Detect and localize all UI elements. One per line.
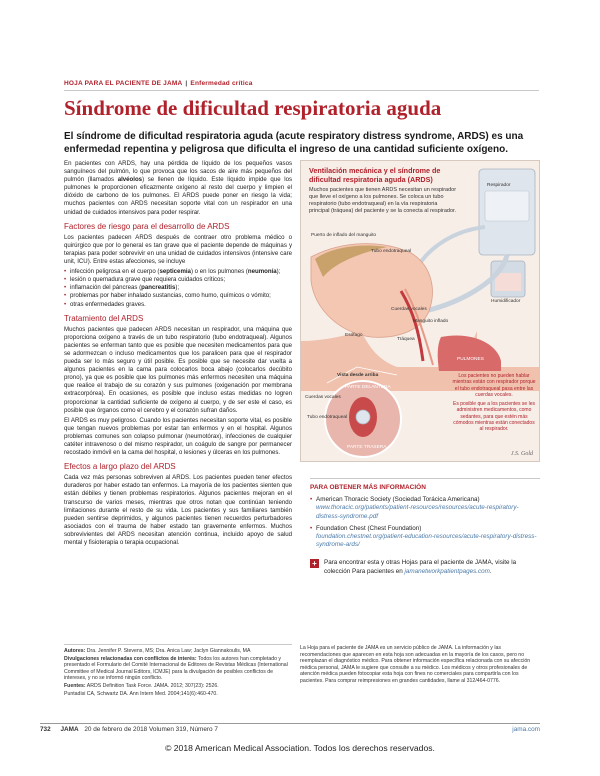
figure-title: Ventilación mecánica y el síndrome de dificultad respiratoria aguda (ARDS) bbox=[309, 166, 441, 184]
footer-rule bbox=[40, 723, 540, 724]
conflicts-line: Divulgaciones relacionadas con conflictos de interés: Todos los autores han completado y presentado el Formulario del Comité Internacional de Editores de Revistas Médicas (International Committee of Medical Journal Editors, ICMJE) para la divulgación de posibles conflictos de intereses, y no se informó ningún conflicto. bbox=[64, 655, 288, 682]
risk-list bbox=[64, 268, 292, 308]
page-footer bbox=[40, 726, 540, 733]
resources-box bbox=[310, 478, 540, 576]
journal-name: JAMA bbox=[60, 726, 79, 733]
page-title: Síndrome de dificultad respiratoria aguda bbox=[64, 96, 442, 120]
effects-paragraph: Cada vez más personas sobreviven al ARDS. Los pacientes pueden tener efectos duraderos por haber estado tan enfermos. La mayoría de los pacientes sienten que están débiles y tienen problemas respiratorios. Algunos pacientes mejoran en el transcurso de varios meses, mientras que otros notan que continúan teniendo limitaciones durante el resto de su vida. Los pacientes y sus familiares también pueden sentirse deprimidos, y algunos pacientes tienen recuerdos perturbadores asociados con el trauma de haber estado tan gravemente enfermos. Muchos sobrevivientes del ARDS necesitan atención continua, incluido apoyo de salud mental y fisioterapia o terapia ocupacional. bbox=[64, 474, 292, 547]
list-item: • infección peligrosa en el cuerpo (septicemia) o en los pulmones (neumonía); bbox=[64, 268, 292, 276]
risk-paragraph: Los pacientes padecen ARDS después de contraer otro problema médico o quirúrgico que por lo general es tan grave que el paciente depende de máquinas y terapias para poder sobrevivir en una unidad de cuidados intensivos (intensive care unit, ICU). Entre estas afecciones, se incluye bbox=[64, 233, 292, 266]
resource-name: • Foundation Chest (Chest Foundation) bbox=[316, 524, 422, 532]
plus-icon: + bbox=[310, 559, 319, 568]
intro-paragraph: En pacientes con ARDS, hay una pérdida de líquido de los pequeños vasos sanguíneos del pulmón, lo que provoca que los sacos de aire más pequeños del pulmón (llamados alvéolos) se llenen de líquido. Este líquido impide que los pulmones le proporcionen eficazmente oxígeno al resto del cuerpo y limpien el dióxido de carbono de los pulmones. El ARDS puede poner en riesgo la vida; muchos pacientes con ARDS necesitan soporte vital con un respirador en una unidad de cuidados intensivos para poder respirar. bbox=[64, 160, 293, 216]
sources-line: Fuentes: ARDS Definition Task Force. JAMA. 2012; 307(23): 2526. bbox=[64, 682, 219, 689]
main-column bbox=[64, 160, 292, 549]
label-front: PARTE DELANTERA bbox=[345, 385, 391, 390]
disclaimer: La Hoja para el paciente de JAMA es un servicio público de JAMA. La información y las recomendaciones que aparecen en esta hoja son adecuadas en la mayoría de los casos, pero no reemplazan el diagnóstico médico. Para obtener información específica relacionada con su afección médica personal, JAMA le sugiere que consulte a su médico. Los médicos y otros profesionales de atención médica pueden fotocopiar esta hoja con fines no comerciales para compartirla con los pacientes. Para comprar reimpresiones en grandes cantidades, llame al 312/464-0776. bbox=[300, 645, 531, 684]
footnotes bbox=[64, 644, 292, 698]
resources-heading: PARA OBTENER MÁS INFORMACIÓN bbox=[310, 484, 426, 491]
label-cuff: Manguito inflado bbox=[413, 319, 449, 324]
list-item bbox=[310, 496, 540, 521]
list-item: • otras enfermedades graves. bbox=[64, 301, 292, 309]
effects-heading: Efectos a largo plazo del ARDS bbox=[64, 462, 176, 472]
list-item: • problemas por haber inhalado sustancias, como humo, químicos o vómito; bbox=[64, 292, 292, 300]
ventilation-illustration bbox=[300, 160, 540, 462]
treatment-paragraph-2: El ARDS es muy peligroso. Cuando los pacientes necesitan soporte vital, es posible que tengan nuevos problemas por estar tan enfermos y en el hospital. Algunos problemas comunes son colapso pulmonar (neumotórax), infecciones de cualquier catéter intravenoso o del mismo respirador, un coágulo de sangre por permanecer recostado inmóvil en la cama del hospital, o lesiones y úlceras en los pulmones. bbox=[64, 416, 292, 457]
label-et-tube: Tubo endotraqueal bbox=[371, 249, 412, 254]
resource-link[interactable]: www.thoracic.org/patients/patient-resources/resources/acute-respiratory-distress-syndrome.pdf bbox=[316, 504, 519, 520]
label-cuff-port: Puerto de inflado del manguito bbox=[311, 233, 377, 238]
label-view-tube: Tubo endotraqueal bbox=[307, 415, 348, 420]
note-speaking: Los pacientes no pueden hablar mientras están con respirador porque el tubo endotraqueal pasa entre las cuerdas vocales. bbox=[452, 373, 536, 398]
figure-description: Muchos pacientes que tienen ARDS necesitan un respirador que lleve el oxígeno a los pulmones. Se coloca un tubo respiratorio (tubo endotraqueal) en la vía respiratoria principal (tráquea) del paciente y se la conecta al respirador. bbox=[309, 187, 457, 214]
label-top-view: Vista desde arriba bbox=[337, 373, 379, 378]
list-item: • inflamación del páncreas (pancreatitis); bbox=[64, 284, 292, 292]
illustrator-signature: J.S. Gold bbox=[510, 451, 533, 457]
lead-paragraph: El síndrome de dificultad respiratoria aguda (acute respiratory distress syndrome, ARDS) es una enfermedad repentina y peligrosa que dificulta el ingreso de una cantidad suficiente oxígeno. bbox=[64, 131, 524, 155]
label-respirator: Respirador bbox=[487, 183, 511, 188]
section-label: HOJA PARA EL PACIENTE DE JAMA bbox=[64, 80, 183, 87]
authors-line: Autores: Dra. Jennifer P. Stevens, MS; Dra. Anica Law; Jaclyn Giannakoulis, MA bbox=[64, 648, 251, 654]
resource-link[interactable]: foundation.chestnet.org/patient-education-resources/acute-respiratory-distress-syndrome-ards/ bbox=[316, 533, 537, 549]
issue-info: 20 de febrero de 2018 Volumen 319, Número 7 bbox=[84, 726, 218, 733]
treatment-heading: Tratamiento del ARDS bbox=[64, 313, 144, 323]
sources-line-2: Puntadisi CA, Schwartz DA. Ann Intern Med. 2004;141(6):460-470. bbox=[64, 690, 218, 697]
more-info: + Para encontrar esta y otras Hojas para el paciente de JAMA, visite la colección Para pacientes en jamanetworkpatientpages.com. bbox=[310, 559, 540, 575]
page-number: 732 bbox=[40, 726, 51, 733]
more-text: Para encontrar esta y otras Hojas para el paciente de JAMA, visite la colección Para pacientes en bbox=[324, 559, 517, 575]
resources-rule bbox=[310, 478, 540, 479]
copyright: © 2018 American Medical Association. Todos los derechos reservados. bbox=[165, 743, 435, 753]
figure-notes bbox=[451, 373, 537, 436]
list-item bbox=[310, 525, 540, 550]
collection-link[interactable]: jamanetworkpatientpages.com bbox=[404, 567, 490, 575]
resource-name: • American Thoracic Society (Sociedad Torácica Americana) bbox=[316, 496, 480, 504]
header-separator: | bbox=[185, 80, 188, 87]
label-esophagus: Esófago bbox=[345, 333, 363, 338]
label-view-vocal: Cuerdas vocales bbox=[305, 395, 341, 400]
title-rule bbox=[64, 90, 539, 91]
topic-label: Enfermedad crítica bbox=[190, 80, 253, 87]
section-header bbox=[64, 80, 253, 87]
label-lungs: PULMONES bbox=[457, 357, 484, 362]
risk-heading: Factores de riesgo para el desarrollo de ARDS bbox=[64, 221, 230, 231]
list-item: • lesión o quemadura grave que requiera cuidados críticos; bbox=[64, 276, 292, 284]
treatment-paragraph-1: Muchos pacientes que padecen ARDS necesitan un respirador, una máquina que proporciona oxígeno a través de un tubo respiratorio (tubo endotraqueal). Algunos pacientes se enferman tanto que es posible que necesiten medicamentos para que se adormezcan o incluso medicamentos que los paralicen para que el respirador pueda ser lo más seguro y útil posible. Es posible que se necesite dar vuelta a algunos pacientes en la cama para colocarlos boca abajo (colocarlos decúbito prono), ya que es posible que los pulmones más enfermos necesiten una máquina que realice el trabajo de su corazón y sus pulmones (oxigenación por membrana extracorpórea). En ocasiones, es posible que incluso estas medidas no logren proporcionar la cantidad suficiente de oxígeno al cuerpo, y de ser este el caso, es posible que órganos como el cerebro y el corazón sufran daños. bbox=[64, 325, 292, 414]
note-sedation: Es posible que a los pacientes se les administren medicamentos, como sedantes, para que estén más cómodos mientras están conectados al respirador. bbox=[453, 401, 535, 433]
label-trachea: Tráquea bbox=[397, 337, 415, 342]
label-vocal-cords: Cuerdas vocales bbox=[391, 307, 427, 312]
footnotes-rule bbox=[64, 644, 292, 645]
label-back: PARTE TRASERA bbox=[347, 445, 387, 450]
label-humidifier: Humidificador bbox=[491, 299, 521, 304]
site-link[interactable]: jama.com bbox=[512, 726, 540, 733]
